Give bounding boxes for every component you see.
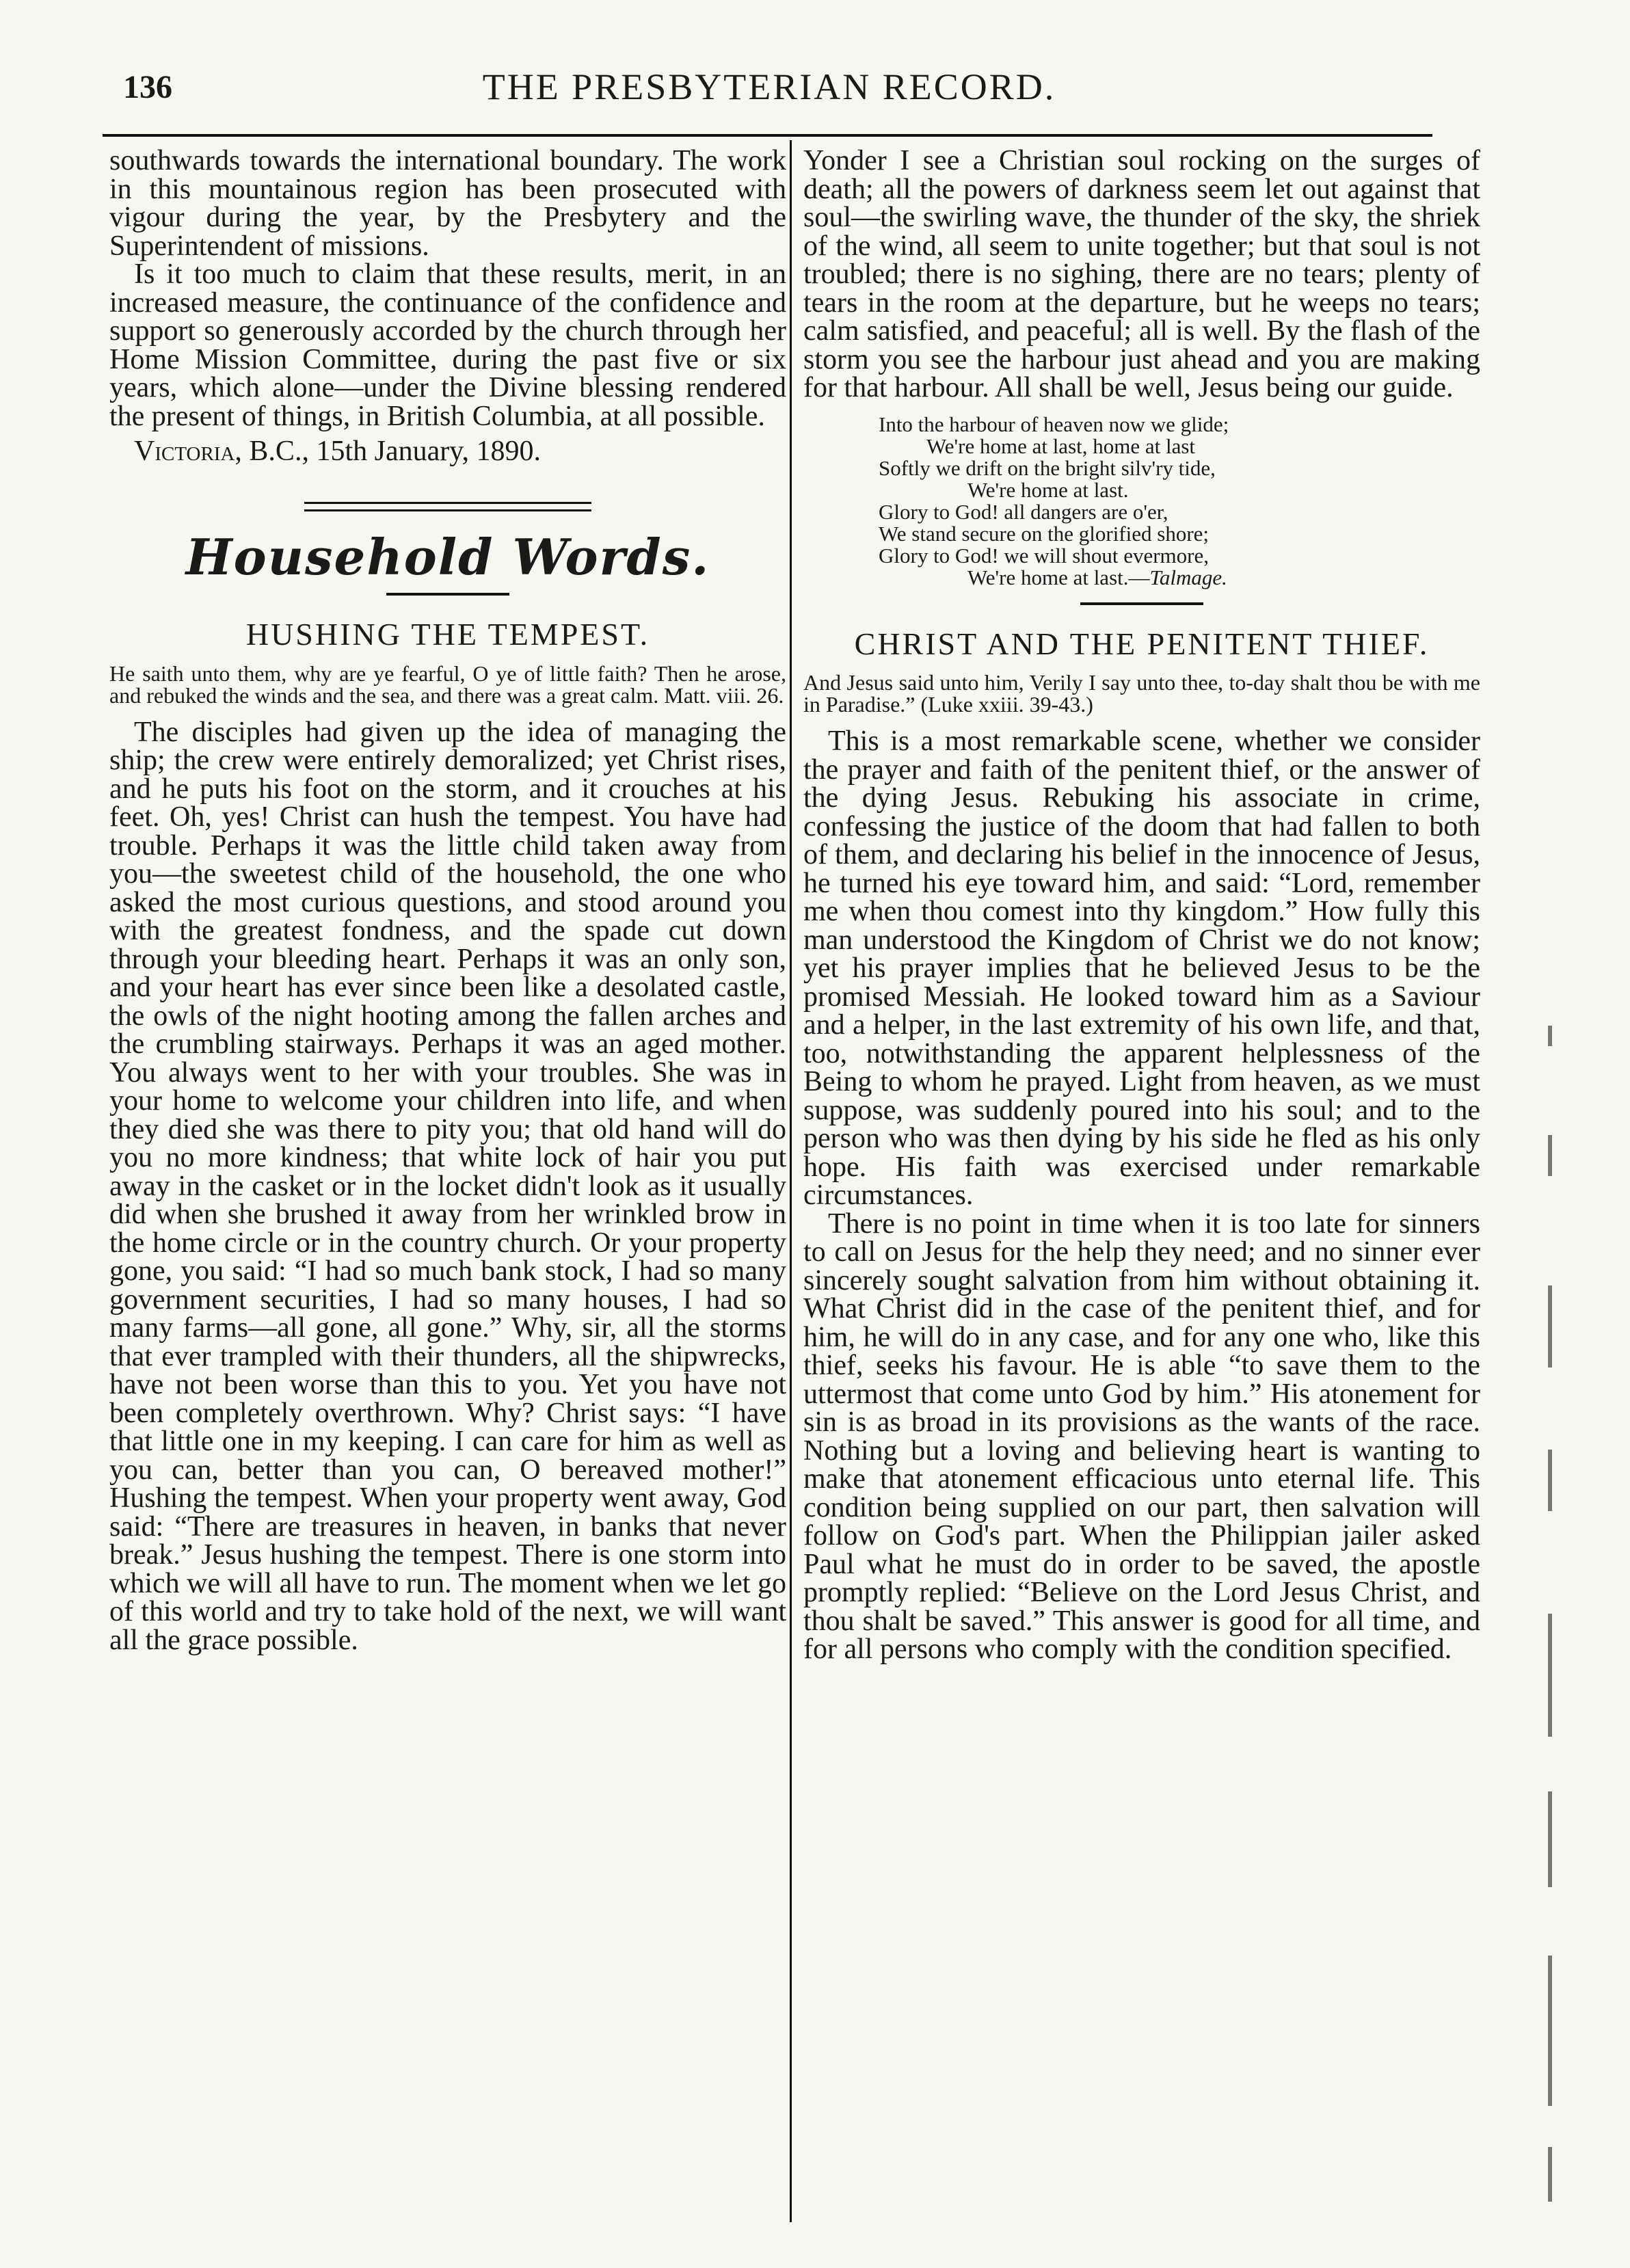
left-column (109, 147, 786, 1655)
intro-paragraph: Is it too much to claim that these results, merit, in an increased measure, the continuance of the confidence and support so generously accorded by the church through her Home Mission Committee, during the past five or six years, which alone—under the Divine blessing rendered the present of things, in British Columbia, at all possible. (109, 258, 786, 432)
poem-line: Glory to God! all dangers are o'er, (879, 499, 1168, 524)
column-divider (790, 140, 792, 2222)
short-rule (1080, 602, 1203, 605)
poem-line (879, 567, 1480, 589)
header-rule (103, 134, 1432, 137)
margin-scan-marks (1548, 1026, 1596, 2256)
short-rule (386, 593, 509, 596)
dateline-date: B.C., 15th January, 1890. (249, 436, 542, 467)
section-title: CHRIST AND THE PENITENT THIEF. (854, 626, 1430, 661)
poem-line: Softly we drift on the bright silv'ry tide, (879, 455, 1216, 480)
page-number: 136 (123, 69, 172, 105)
epigraph: And Jesus said unto him, Verily I say unto thee, to-day shalt thou be with me in Paradise.” (Luke xxiii. 39-43.) (803, 670, 1480, 717)
right-column (803, 147, 1480, 1664)
poem-line: Into the harbour of heaven now we glide; (879, 412, 1229, 436)
poem-line: We're home at last, home at last (926, 433, 1196, 458)
dateline (109, 438, 786, 466)
article-body: The disciples had given up the idea of managing the ship; the crew were entirely demoralized; yet Christ rises, and he puts his foot on the storm, and it crouches at his feet. Oh, yes! Christ can hush the tempest. You have had trouble. Perhaps it was the little child taken away from you—the sweetest child of the household, the one who asked the most curious questions, and stood around you with the greatest fondness, and the spade cut down through your bleeding heart. Perhaps it was an only son, and your heart has ever since been like a desolated castle, the owls of the night hooting among the fallen arches and the crumbling stairways. Perhaps it was an aged mother. You always went to her with your troubles. She was in your home to welcome your children into life, and when they died she was there to pity you; that old hand will do you no more kindness; that white lock of hair you put away in the casket or in the locket didn't look as it usually did when she brushed it away from her wrinkled brow in the home circle or in the country church. Or your property gone, you said: “I had so much bank stock, I had so many government securities, I had so many houses, I had so many farms—all gone, all gone.” Why, sir, all the storms that ever trampled with their thunders, all the shipwrecks, have not been worse than this to you. Yet you have not been completely overthrown. Why? Christ says: “I have that little one in my keeping. I can care for him as well as you can, better than you can, O bereaved mother!” Hushing the tempest. When your property went away, God said: “There are treasures in heaven, in banks that never break.” Jesus hushing the tempest. There is one storm into which we will all have to run. The moment when we let go of this world and try to take hold of the next, we will want all the grace possible. (109, 716, 786, 1656)
double-rule-divider (304, 502, 591, 511)
department-heading: Household Words. (185, 527, 710, 586)
poem-last-line: We're home at last.— (967, 565, 1150, 589)
section-title: HUSHING THE TEMPEST. (245, 617, 650, 652)
epigraph: He saith unto them, why are ye fearful, O ye of little faith? Then he arose, and rebuked the winds and the sea, and there was a great calm. Matt. viii. 26. (109, 661, 786, 708)
continuation-paragraph: Yonder I see a Christian soul rocking on the surges of death; all the powers of darkness seem let out against that soul—the swirling wave, the thunder of the sky, the shriek of the wind, all seem to unite together; but that soul is not troubled; there is no sighing, there are no tears; plenty of tears in the room at the departure, but he weeps no tears; calm satisfied, and peaceful; all is well. By the flash of the storm you see the harbour just ahead and you are making for that harbour. All shall be well, Jesus being our guide. (803, 145, 1480, 403)
poem-line: Glory to God! we will shout evermore, (879, 543, 1209, 568)
page-header (103, 53, 1436, 135)
poem (879, 414, 1480, 589)
article-paragraph: There is no point in time when it is too late for sinners to call on Jesus for the help they need; and no sinner ever sincerely sought salvation from him without obtaining it. What Christ did in the case of the penitent thief, and for him, he will do in any case, and for any one who, like this thief, seeks his favour. He is able “to save them to the uttermost that come unto God by him.” His atonement for sin is as broad in its provisions as the wants of the race. Nothing but a loving and believing heart is wanting to make that atonement efficacious unto eternal life. This condition being supplied on our part, then salvation will follow on God's part. When the Philippian jailer asked Paul what he must do in order to be saved, the apostle promptly replied: “Believe on the Lord Jesus Christ, and thou shalt be saved.” This answer is good for all time, and for all persons who comply with the condition specified. (803, 1208, 1480, 1665)
article-paragraph: This is a most remarkable scene, whether we consider the prayer and faith of the penitent thief, or the answer of the dying Jesus. Rebuking his associate in crime, confessing the justice of the doom that had fallen to both of them, and declaring his belief in the innocence of Jesus, he turned his eye toward him, and said: “Lord, remember me when thou comest into thy kingdom.” How fully this man understood the Kingdom of Christ we do not know; yet his prayer implies that he believed Jesus to be the promised Messiah. He looked toward him as a Saviour and a helper, in the last extremity of his own life, and that, too, notwithstanding the apparent helplessness of the Being to whom he prayed. Light from heaven, as we must suppose, was suddenly poured into his soul; and to the person who was then dying by his side he fled as his only hope. His faith was exercised under remarkable circumstances. (803, 725, 1480, 1211)
poem-line: We stand secure on the glorified shore; (879, 521, 1210, 546)
dateline-place: Victoria, (134, 436, 242, 467)
poem-attribution: Talmage. (1149, 565, 1227, 589)
running-title: THE PRESBYTERIAN RECORD. (482, 66, 1056, 107)
intro-paragraph: southwards towards the international boundary. The work in this mountainous region has been prosecuted with vigour during the year, by the Presbytery and the Superintendent of missions. (109, 145, 786, 262)
poem-line: We're home at last. (967, 477, 1129, 502)
